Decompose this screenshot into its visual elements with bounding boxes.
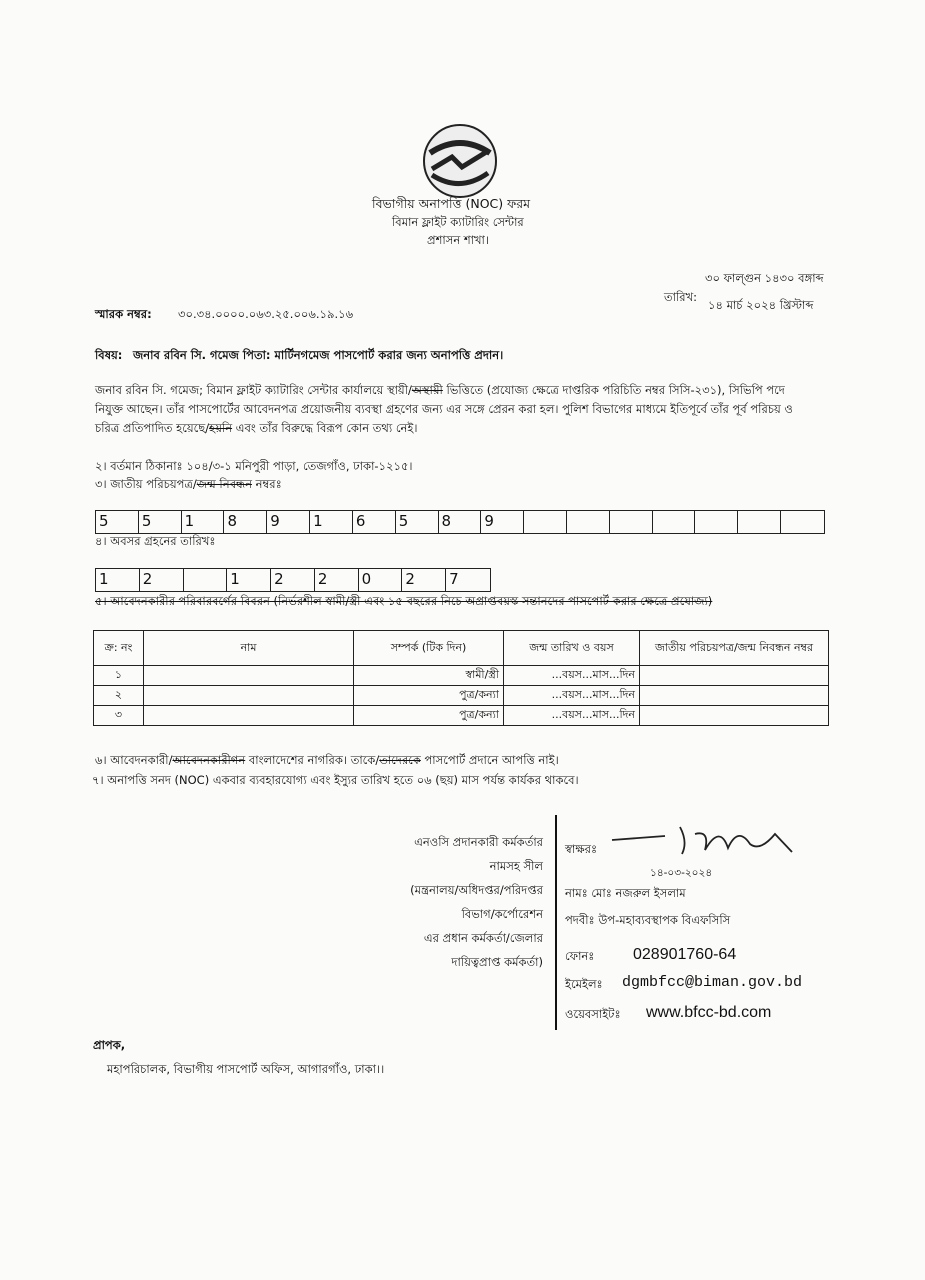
issuer-line: এর প্রধান কর্মকর্তা/জেলার: [423, 931, 543, 945]
col-name: নাম: [144, 631, 354, 666]
phone-label: ফোনঃ: [565, 949, 595, 963]
item-2-address: ২। বর্তমান ঠিকানাঃ ১০৪/৩-১ মনিপুরী পাড়া, তেজগাঁও, ঢাকা-১২১৫।: [95, 459, 413, 473]
issuer-line: দায়িত্বপ্রাপ্ত কর্মকর্তা): [451, 955, 543, 969]
cell-nid: [640, 686, 829, 706]
issuer-line: এনওসি প্রদানকারী কর্মকর্তার: [414, 835, 543, 849]
digit-cell: [781, 511, 824, 533]
digit-cell: 9: [481, 511, 524, 533]
date-label: তারিখ:: [664, 290, 698, 304]
item-5-family-label: ৫। আবেদনকারীর পরিবারবর্গের বিবরন (নির্ভরশীল স্বামী/স্ত্রী এবং ১৫ বছরের নিচে অপ্রাপ্তবয়স্ক সন্তানদের পাসপোর্ট করার ক্ষেত্রে প্রযোজ্য): [95, 594, 713, 608]
digit-cell: 6: [353, 511, 396, 533]
digit-cell: [184, 569, 228, 591]
digit-cell: 2: [140, 569, 184, 591]
recipient-address: মহাপরিচালক, বিভাগীয় পাসপোর্ট অফিস, আগারগাঁও, ঢাকা।।: [107, 1062, 385, 1076]
item-7-validity: ৭। অনাপত্তি সনদ (NOC) একবার ব্যবহারযোগ্য এবং ইস্যুর তারিখ হতে ০৬ (ছয়) মাস পর্যন্ত কার্যকর থাকবে।: [92, 773, 579, 787]
dept-name: প্রশাসন শাখা।: [427, 233, 489, 247]
email-label: ইমেইলঃ: [565, 977, 603, 991]
cell-nid: [640, 666, 829, 686]
memo-label: স্মারক নম্বর:: [95, 307, 152, 321]
date-english: ১৪ মার্চ ২০২৪ খ্রিস্টাব্দ: [708, 298, 814, 312]
cell-name: [144, 666, 354, 686]
digit-cell: 1: [227, 569, 271, 591]
digit-cell: 5: [139, 511, 182, 533]
cell-nid: [640, 706, 829, 726]
digit-cell: 2: [315, 569, 359, 591]
digit-cell: [738, 511, 781, 533]
cell-name: [144, 706, 354, 726]
divider-line: [555, 815, 557, 1030]
date-bangla: ৩০ ফাল্গুন ১৪৩০ বঙ্গাব্দ: [705, 271, 824, 285]
cell-serial: ১: [94, 666, 144, 686]
digit-cell: 9: [267, 511, 310, 533]
cell-name: [144, 686, 354, 706]
cell-dob: ...বয়স...মাস...দিন: [504, 666, 640, 686]
digit-cell: [653, 511, 696, 533]
signature-image: [610, 822, 795, 862]
table-header-row: [94, 631, 829, 666]
subject-label: বিষয়:: [95, 348, 123, 362]
col-relation: সম্পর্ক (টিক দিন): [354, 631, 504, 666]
digit-cell: [695, 511, 738, 533]
form-title: বিভাগীয় অনাপত্তি (NOC) ফরম: [372, 196, 531, 211]
table-row: [94, 686, 829, 706]
cell-dob: ...বয়স...মাস...দিন: [504, 686, 640, 706]
biman-logo-icon: [422, 123, 498, 199]
digit-cell: [610, 511, 653, 533]
cell-serial: ৩: [94, 706, 144, 726]
sign-label: স্বাক্ষরঃ: [565, 842, 598, 856]
col-dob: জন্ম তারিখ ও বয়স: [504, 631, 640, 666]
item-4-retire-label: ৪। অবসর গ্রহনের তারিখঃ: [95, 534, 216, 548]
digit-cell: 2: [402, 569, 446, 591]
issuer-seal-block: [393, 830, 543, 974]
cell-relation: পুত্র/কন্যা: [354, 686, 504, 706]
digit-cell: 1: [96, 569, 140, 591]
family-table: [93, 630, 829, 726]
org-name: বিমান ফ্লাইট ক্যাটারিং সেন্টার: [392, 215, 524, 229]
recipient-label: প্রাপক,: [93, 1038, 126, 1052]
website-url: www.bfcc-bd.com: [646, 1004, 772, 1021]
item-3-nid-label: ৩। জাতীয় পরিচয়পত্র/জন্ম নিবন্ধন নম্বরঃ: [95, 477, 282, 491]
cell-relation: পুত্র/কন্যা: [354, 706, 504, 726]
body-line-2: নিযুক্ত আছেন। তাঁর পাসপোর্টের আবেদনপত্র প্রয়োজনীয় ব্যবস্থা গ্রহণের জন্য এর সঙ্গে প্রেরন করা হল। পুলিশ বিভাগের মাধ্যমে ইতিপূর্বে তাঁর পূর্ব পরিচয় ও: [95, 402, 793, 416]
sign-date: ১৪-০৩-২০২৪: [650, 867, 713, 879]
body-line-3: চরিত্র প্রতিপাদিত হয়েছে/হয়নি এবং তাঁর বিরুদ্ধে বিরূপ কোন তথ্য নেই।: [95, 421, 418, 435]
memo-number: ৩০.৩৪.০০০০.০৬৩.২৫.০০৬.১৯.১৬: [178, 307, 354, 321]
digit-cell: 5: [96, 511, 139, 533]
website-label: ওয়েবসাইটঃ: [565, 1007, 621, 1021]
nid-digit-boxes: [95, 510, 825, 534]
table-row: [94, 666, 829, 686]
issuer-line: বিভাগ/কর্পোরেশন: [461, 907, 543, 921]
digit-cell: 7: [449, 570, 459, 588]
phone-number: 028901760-64: [633, 946, 737, 963]
email-address: dgmbfcc@biman.gov.bd: [622, 974, 803, 991]
subject-text: জনাব রবিন সি. গমেজ পিতা: মার্টিনগমেজ পাসপোর্ট করার জন্য অনাপত্তি প্রদান।: [133, 348, 504, 362]
digit-cell: 0: [359, 569, 403, 591]
item-6-citizenship: ৬। আবেদনকারী/আবেদনকারীগন বাংলাদেশের নাগরিক। তাকে/তাদেরকে পাসপোর্ট প্রদানে আপত্তি নাই।: [95, 753, 559, 767]
col-serial: ক্র: নং: [94, 631, 144, 666]
officer-designation: পদবীঃ উপ-মহাব্যবস্থাপক বিএফসিসি: [565, 913, 731, 927]
cell-serial: ২: [94, 686, 144, 706]
cell-relation: স্বামী/স্ত্রী: [354, 666, 504, 686]
digit-cell: 8: [439, 511, 482, 533]
officer-name: নামঃ মোঃ নজরুল ইসলাম: [565, 886, 686, 900]
col-nid: জাতীয় পরিচয়পত্র/জন্ম নিবন্ধন নম্বর: [640, 631, 829, 666]
issuer-line: নামসহ সীল: [489, 859, 543, 873]
digit-cell: [524, 511, 567, 533]
digit-cell: 1: [182, 511, 225, 533]
cell-dob: ...বয়স...মাস...দিন: [504, 706, 640, 726]
body-line-1: জনাব রবিন সি. গমেজ; বিমান ফ্লাইট ক্যাটারিং সেন্টার কার্যালয়ে স্থায়ী/অস্থায়ী ভিত্তিতে (প্রযোজ্য ক্ষেত্রে দাপ্তরিক পরিচিতি নম্বর সিসি-২৩১), সিভিপি পদে: [95, 383, 785, 397]
digit-cell: 1: [310, 511, 353, 533]
table-row: [94, 706, 829, 726]
digit-cell: 5: [396, 511, 439, 533]
digit-cell: [567, 511, 610, 533]
issuer-line: (মন্ত্রনালয়/অধিদপ্তর/পরিদপ্তর: [410, 883, 543, 897]
retire-date-boxes: [95, 568, 491, 592]
digit-cell: 2: [271, 569, 315, 591]
digit-cell: 8: [224, 511, 267, 533]
